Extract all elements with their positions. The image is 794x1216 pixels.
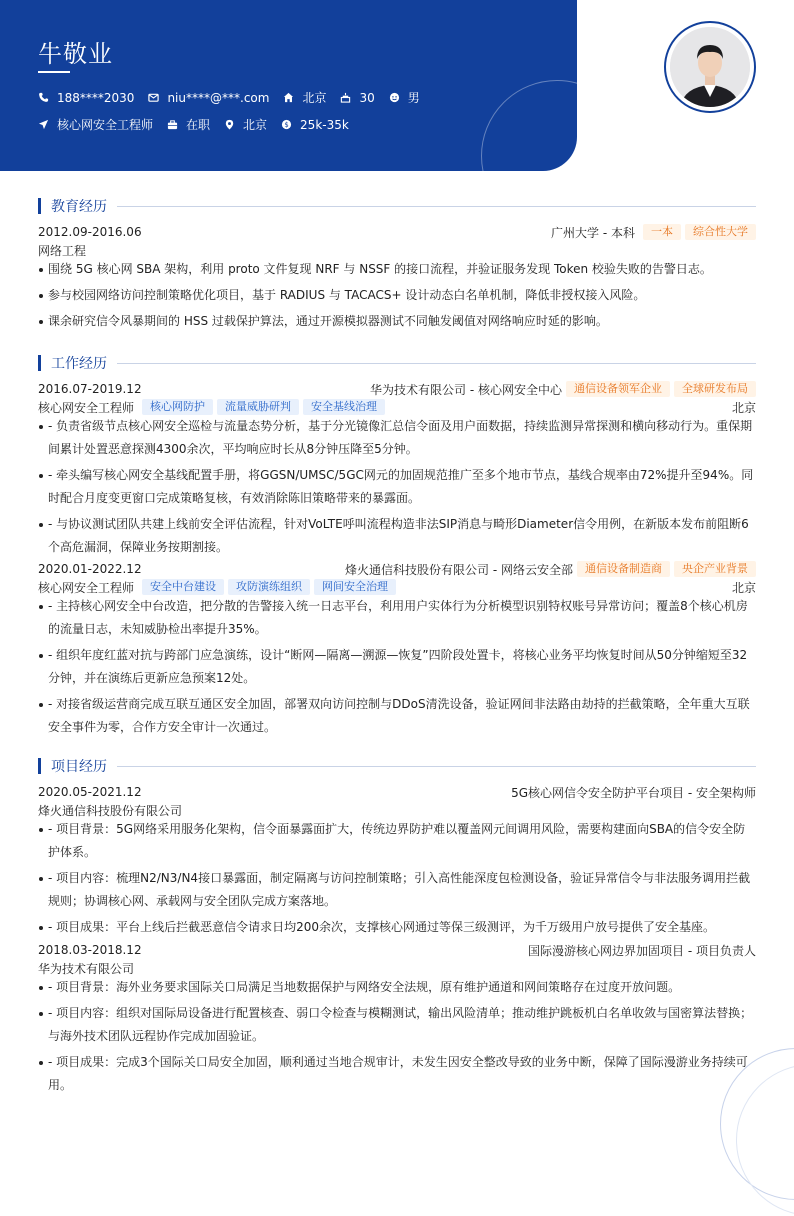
company-tag: 通信设备领军企业: [566, 381, 670, 397]
education-bullets: [38, 258, 756, 336]
salary-item: [281, 118, 349, 132]
list-item: 课余研究信令风暴期间的 HSS 过载保护算法，通过开源模拟器测试不同触发阈值对网络响应时延的影响。: [38, 310, 756, 333]
phone-icon: [38, 92, 49, 103]
list-item: 参与校园网络访问控制策略优化项目，基于 RADIUS 与 TACACS+ 设计动态白名单机制，降低非授权接入风险。: [38, 284, 756, 307]
age-item: [340, 91, 374, 105]
job-header-row: [38, 561, 756, 577]
list-item: - 主持核心网安全中台改造，把分散的告警接入统一日志平台，利用用户实体行为分析模型识别特权账号异常访问；覆盖8个核心机房的流量日志，未知威胁检出率提升35%。: [38, 595, 756, 641]
gender-item: [389, 89, 420, 106]
list-item: - 项目成果：完成3个国际关口局安全加固，顺利通过当地合规审计，未发生因安全整改导致的业务中断，保障了国际漫游业务持续可用。: [38, 1051, 756, 1097]
education-major-row: [38, 242, 756, 258]
section-heading: 工作经历: [51, 356, 107, 372]
gender-text: 男: [407, 91, 420, 105]
work-section-title: [38, 353, 756, 373]
money-icon: [281, 119, 292, 130]
list-item: - 负责省级节点核心网安全巡检与流量态势分析，基于分光镜像汇总信令面及用户面数据，持续监测异常探测和横向移动行为。重保期间累计处置恶意探测4300余次，平均响应时长从8分钟压降至5分钟。: [38, 415, 756, 461]
target-city-item: [224, 116, 267, 133]
education-tag: 综合性大学: [685, 224, 756, 240]
project-bullets: [38, 818, 756, 942]
briefcase-icon: [167, 119, 178, 130]
avatar: [670, 27, 750, 107]
list-item: - 项目背景：5G网络采用服务化架构，信令面暴露面扩大，传统边界防护难以覆盖网元间调用风险，需要构建面向SBA的信令安全防护体系。: [38, 818, 756, 864]
contact-row: [38, 89, 434, 106]
gender-icon: [389, 92, 400, 103]
project-date: 2020.05-2021.12: [38, 785, 142, 799]
candidate-name: 牛敬业: [38, 40, 113, 68]
list-item: - 牵头编写核心网安全基线配置手册，将GGSN/UMSC/5GC网元的加固规范推广至多个地市节点，基线合规率由72%提升至94%。同时配合月度变更窗口完成策略复核，有效消除陈旧策略带来的暴露面。: [38, 464, 756, 510]
list-item: - 项目背景：海外业务要求国际关口局满足当地数据保护与网络安全法规，原有维护通道和网间策略存在过度开放问题。: [38, 976, 756, 999]
job-role: 核心网安全工程师: [38, 580, 135, 595]
job-date: 2020.01-2022.12: [38, 562, 142, 576]
section-heading: 教育经历: [51, 199, 107, 215]
phone-item: [38, 91, 134, 105]
job-bullets: [38, 595, 756, 742]
education-section-title: [38, 196, 756, 216]
project-header-row: [38, 784, 756, 800]
location-pin-icon: [224, 119, 235, 130]
job-city: 北京: [731, 580, 756, 595]
job-header-row: [38, 381, 756, 397]
hometown-text: 北京: [302, 91, 327, 105]
project-org: 烽火通信科技股份有限公司: [38, 803, 183, 818]
job-role-row: [38, 579, 756, 595]
section-heading: 项目经历: [51, 759, 107, 775]
svg-text:$: $: [284, 120, 289, 129]
send-icon: [38, 119, 49, 130]
project-name-role: 5G核心网信令安全防护平台项目 - 安全架构师: [511, 785, 756, 800]
job-bullets: [38, 415, 756, 562]
decorative-circle: [481, 80, 577, 171]
role-tag: 核心网防护: [142, 399, 213, 415]
project-header-row: [38, 942, 756, 958]
education-school: 广州大学 - 本科: [551, 225, 635, 240]
email-text: niu****@***.com: [167, 90, 270, 105]
job-date: 2016.07-2019.12: [38, 382, 142, 396]
list-item: - 组织年度红蓝对抗与跨部门应急演练，设计“断网—隔离—溯源—恢复”四阶段处置卡，将核心业务平均恢复时间从50分钟缩短至32分钟，并在演练后更新应急预案12处。: [38, 644, 756, 690]
hometown-item: [283, 89, 326, 106]
list-item: - 项目内容：组织对国际局设备进行配置核查、弱口令检查与模糊测试，输出风险清单；推动维护跳板机白名单收敛与国密算法替换；与海外技术团队远程协作完成加固验证。: [38, 1002, 756, 1048]
target-role-item: [38, 116, 153, 133]
company-tag: 全球研发布局: [674, 381, 756, 397]
age-text: 30: [359, 90, 375, 105]
education-major: 网络工程: [38, 243, 87, 258]
list-item: - 对接省级运营商完成互联互通区安全加固，部署双向访问控制与DDoS清洗设备，验证网间非法路由劫持的拦截策略，全年重大互联安全事件为零，合作方安全审计一次通过。: [38, 693, 756, 739]
project-date: 2018.03-2018.12: [38, 943, 142, 957]
role-tag: 网间安全治理: [314, 579, 396, 595]
header-banner: [0, 0, 577, 171]
job-role: 核心网安全工程师: [38, 400, 135, 415]
job-intent-row: [38, 116, 363, 133]
email-item: [148, 91, 269, 105]
list-item: 围绕 5G 核心网 SBA 架构，利用 proto 文件复现 NRF 与 NSSF 的接口流程，并验证服务发现 Token 校验失败的告警日志。: [38, 258, 756, 281]
mail-icon: [148, 92, 159, 103]
status-text: 在职: [186, 118, 211, 132]
job-city: 北京: [731, 400, 756, 415]
project-bullets: [38, 976, 756, 1100]
projects-section-title: [38, 756, 756, 776]
project-name-role: 国际漫游核心网边界加固项目 - 项目负责人: [528, 943, 756, 958]
role-tag: 安全中台建设: [142, 579, 224, 595]
job-company: 烽火通信科技股份有限公司 - 网络云安全部: [345, 562, 573, 577]
company-tag: 通信设备制造商: [577, 561, 670, 577]
home-icon: [283, 92, 294, 103]
target-city-text: 北京: [243, 118, 268, 132]
list-item: - 项目内容：梳理N2/N3/N4接口暴露面，制定隔离与访问控制策略；引入高性能深度包检测设备，验证异常信令与非法服务调用拦截规则；协调核心网、承载网与安全团队完成方案落地。: [38, 867, 756, 913]
job-company: 华为技术有限公司 - 核心网安全中心: [370, 382, 562, 397]
education-tag: 一本: [643, 224, 681, 240]
job-role-row: [38, 399, 756, 415]
education-header-row: [38, 224, 756, 240]
target-role-text: 核心网安全工程师: [57, 118, 154, 132]
name-underline: [38, 71, 70, 73]
phone-text: 188****2030: [57, 90, 135, 105]
avatar-frame: [664, 21, 756, 113]
project-org: 华为技术有限公司: [38, 961, 135, 976]
role-tag: 攻防演练组织: [228, 579, 310, 595]
education-date: 2012.09-2016.06: [38, 225, 142, 239]
cake-icon: [340, 92, 351, 103]
list-item: - 项目成果：平台上线后拦截恶意信令请求日均200余次，支撑核心网通过等保三级测评，为千万级用户放号提供了安全基座。: [38, 916, 756, 939]
role-tag: 流量威胁研判: [217, 399, 299, 415]
project-org-row: [38, 802, 756, 818]
list-item: - 与协议测试团队共建上线前安全评估流程，针对VoLTE呼叫流程构造非法SIP消息与畸形Diameter信令用例，在新版本发布前阻断6个高危漏洞，保障业务按期割接。: [38, 513, 756, 559]
project-org-row: [38, 960, 756, 976]
salary-text: 25k-35k: [300, 117, 349, 132]
company-tag: 央企产业背景: [674, 561, 756, 577]
role-tag: 安全基线治理: [303, 399, 385, 415]
status-item: [167, 116, 210, 133]
